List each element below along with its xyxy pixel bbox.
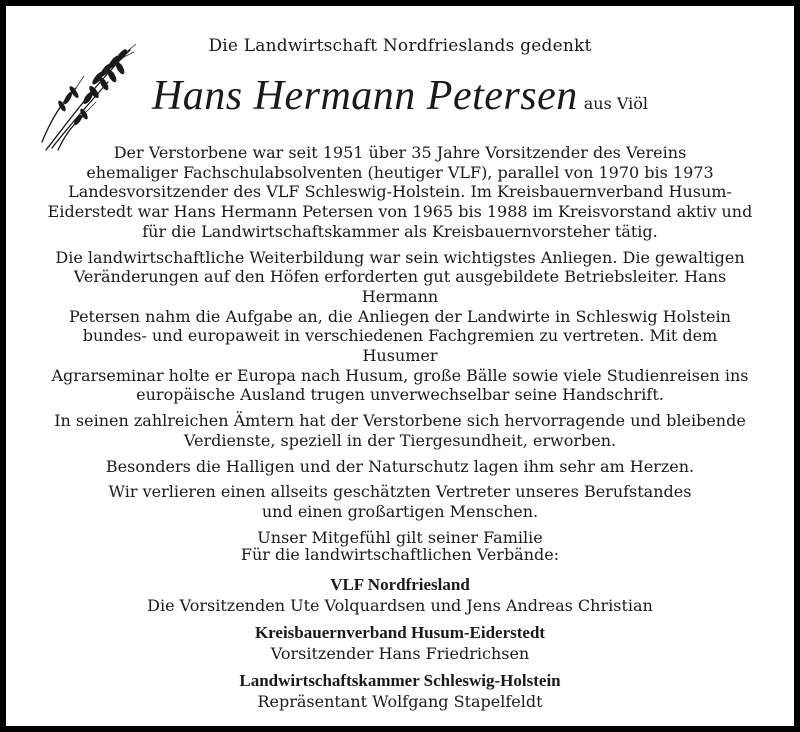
text-line: bundes- und europaweit in verschiedenen Fachgremien zu vertreten. Mit dem Husumer: [82, 326, 718, 366]
text-line: und einen großartigen Menschen.: [261, 501, 539, 521]
paragraph: [46, 457, 754, 477]
text-line: für die Landwirtschaftskammer als Kreisbauernvorsteher tätig.: [142, 221, 658, 241]
text-line: Eiderstedt war Hans Hermann Petersen von 1965 bis 1988 im Kreisvorstand aktiv und: [47, 202, 753, 222]
text-line: In seinen zahlreichen Ämtern hat der Verstorbene sich hervorragende und bleibende: [54, 411, 746, 431]
text-line: Besonders die Halligen und der Naturschutz lagen ihm sehr am Herzen.: [105, 456, 695, 476]
text-line: Unser Mitgefühl gilt seiner Familie: [257, 527, 543, 547]
org-name: VLF Nordfriesland: [330, 575, 470, 594]
org-people: Vorsitzender Hans Friedrichsen: [270, 644, 530, 663]
signatures-label: Für die landwirtschaftlichen Verbände:: [240, 545, 560, 564]
signatures: [6, 544, 794, 712]
text-line: Landesvorsitzender des VLF Schleswig-Holstein. Im Kreisbauernverband Husum-: [68, 182, 732, 202]
paragraph: [46, 143, 754, 242]
obituary-card: [6, 6, 794, 726]
text-line: Wir verlieren einen allseits geschätzten Vertreter unseres Berufstandes: [108, 482, 692, 502]
paragraph: [46, 248, 754, 406]
text-line: europäische Ausland trugen unverwechselbar seine Handschrift.: [136, 385, 664, 405]
name-line: [6, 72, 794, 120]
org-name: Kreisbauernverband Husum-Eiderstedt: [254, 623, 546, 642]
paragraph: [46, 411, 754, 450]
text-line: Agrarseminar holte er Europa nach Husum, große Bälle sowie viele Studienreisen ins: [51, 365, 749, 385]
text-line: Die landwirtschaftliche Weiterbildung war sein wichtigstes Anliegen. Die gewaltigen: [55, 247, 745, 267]
text-line: Verdienste, speziell in der Tiergesundheit, erworben.: [183, 430, 617, 450]
intro-line: Die Landwirtschaft Nordfrieslands gedenkt: [208, 36, 592, 56]
notice-body: [46, 143, 754, 553]
paragraph: [46, 482, 754, 521]
org-people: Repräsentant Wolfgang Stapelfeldt: [257, 692, 543, 711]
org-people: Die Vorsitzenden Ute Volquardsen und Jens Andreas Christian: [147, 596, 653, 615]
text-line: Der Verstorbene war seit 1951 über 35 Jahre Vorsitzender des Vereins: [113, 143, 687, 162]
org-name: Landwirtschaftskammer Schleswig-Holstein: [239, 671, 561, 690]
text-line: Petersen nahm die Aufgabe an, die Anliegen der Landwirte in Schleswig Holstein: [69, 306, 731, 326]
text-line: ehemaliger Fachschulabsolventen (heutiger VLF), parallel von 1970 bis 1973: [86, 162, 714, 182]
text-line: Veränderungen auf den Höfen erforderten gut ausgebildete Betriebsleiter. Hans Hermann: [73, 267, 727, 306]
origin-text: aus Viöl: [583, 94, 649, 113]
deceased-name: Hans Hermann Petersen: [151, 73, 578, 119]
